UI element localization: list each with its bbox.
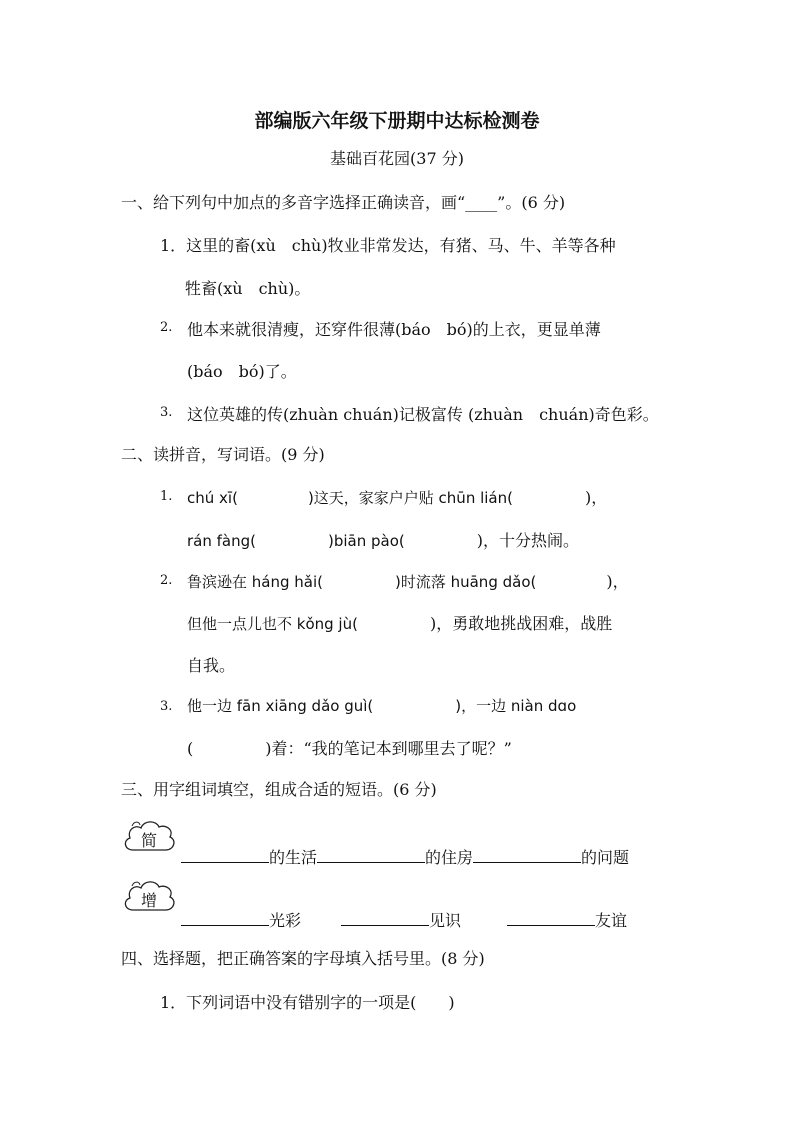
phrase-suffix: 的问题 [581, 848, 630, 867]
answer-line[interactable] [341, 907, 429, 926]
pinyin-bianpao: )biān pào( [328, 532, 405, 550]
phrase-suffix: 见识 [429, 911, 462, 930]
q2-item2-text-d: 但他一点儿也不 kǒng jù( [187, 615, 358, 633]
phrase-suffix: 的住房 [425, 848, 474, 867]
q2-heading: 二、读拼音，写词语。(9 分) [121, 445, 325, 464]
q1-item1-line1: 1．这里的畜(xù chù)牧业非常发达，有猪、马、牛、羊等各种 [160, 236, 616, 255]
q3-row1 [181, 844, 629, 868]
q2-item1-line1 [187, 485, 607, 508]
q2-item3-text-b: )，一边 niàn dɑo [455, 697, 577, 715]
q1-item3-number: 3. [160, 405, 173, 420]
pinyin-ranfang: rán fàng( [187, 532, 256, 550]
answer-line[interactable] [181, 844, 269, 863]
q1-item2-line1: 他本来就很清瘦，还穿件很薄(báo bó)的上衣，更显单薄 [187, 320, 601, 339]
q2-item2-line3: 自我。 [187, 656, 236, 675]
section-subtitle: 基础百花园(37 分) [330, 149, 464, 168]
answer-line[interactable] [181, 907, 269, 926]
page-title: 部编版六年级下册期中达标检测卷 [254, 110, 540, 132]
q2-item3-line1 [187, 695, 576, 716]
q1-heading: 一、给下列句中加点的多音字选择正确读音，画“____”。(6 分) [121, 193, 566, 212]
answer-line[interactable] [317, 844, 425, 863]
q3-heading: 三、用字组词填空，组成合适的短语。(6 分) [121, 780, 437, 799]
q2-item2-line2 [187, 611, 612, 634]
q2-item2-line1 [187, 569, 629, 592]
q1-item2-number: 2. [160, 320, 173, 335]
phrase-suffix: 友谊 [595, 911, 628, 930]
q2-item3-text-a: 他一边 fān xiāng dǎo guì( [187, 697, 374, 715]
q2-item2-text-c: )， [606, 572, 629, 591]
q2-item1-text-a: )这天，家家户户贴 chūn lián( [307, 489, 513, 507]
q2-item3-line2 [187, 736, 512, 759]
q1-item3-line1: 这位英雄的传(zhuàn chuán)记极富传 (zhuàn chuán)奇色彩。 [187, 405, 659, 424]
q2-item3-text-d: )着：“我的笔记本到哪里去了呢？” [265, 739, 512, 758]
pinyin-chuxi: chú xī( [187, 489, 238, 507]
q2-item1-line2 [187, 528, 579, 551]
phrase-suffix: 的生活 [269, 848, 318, 867]
q3-row2 [181, 907, 627, 931]
q2-item1-text-b: )， [584, 488, 608, 507]
q2-item1-text-c: )，十分热闹。 [476, 531, 580, 550]
q2-item2-text-b: )时流落 huāng dǎo( [394, 573, 537, 591]
cloud-badge-jian [121, 816, 179, 858]
q1-item1-line2: 牲畜(xù chù)。 [185, 279, 311, 298]
badge-char: 增 [141, 891, 158, 910]
phrase-suffix: 光彩 [269, 911, 302, 930]
cloud-badge-zeng [121, 876, 179, 918]
answer-line[interactable] [473, 844, 581, 863]
q4-heading: 四、选择题，把正确答案的字母填入括号里。(8 分) [121, 949, 485, 968]
q2-item2-text-e: )，勇敢地挑战困难，战胜 [429, 614, 613, 633]
q1-item2-line2: (báo bó)了。 [187, 362, 297, 381]
q2-item2-text-a: 鲁滨逊在 háng hǎi( [187, 573, 323, 591]
q2-item3-number: 3. [160, 699, 173, 714]
q4-item1: 1．下列词语中没有错别字的一项是( ) [160, 993, 455, 1012]
badge-char: 简 [141, 831, 158, 850]
answer-line[interactable] [507, 907, 595, 926]
q2-item2-number: 2. [160, 573, 173, 588]
q2-item1-number: 1. [160, 489, 173, 504]
q2-item3-text-c: ( [187, 739, 194, 758]
